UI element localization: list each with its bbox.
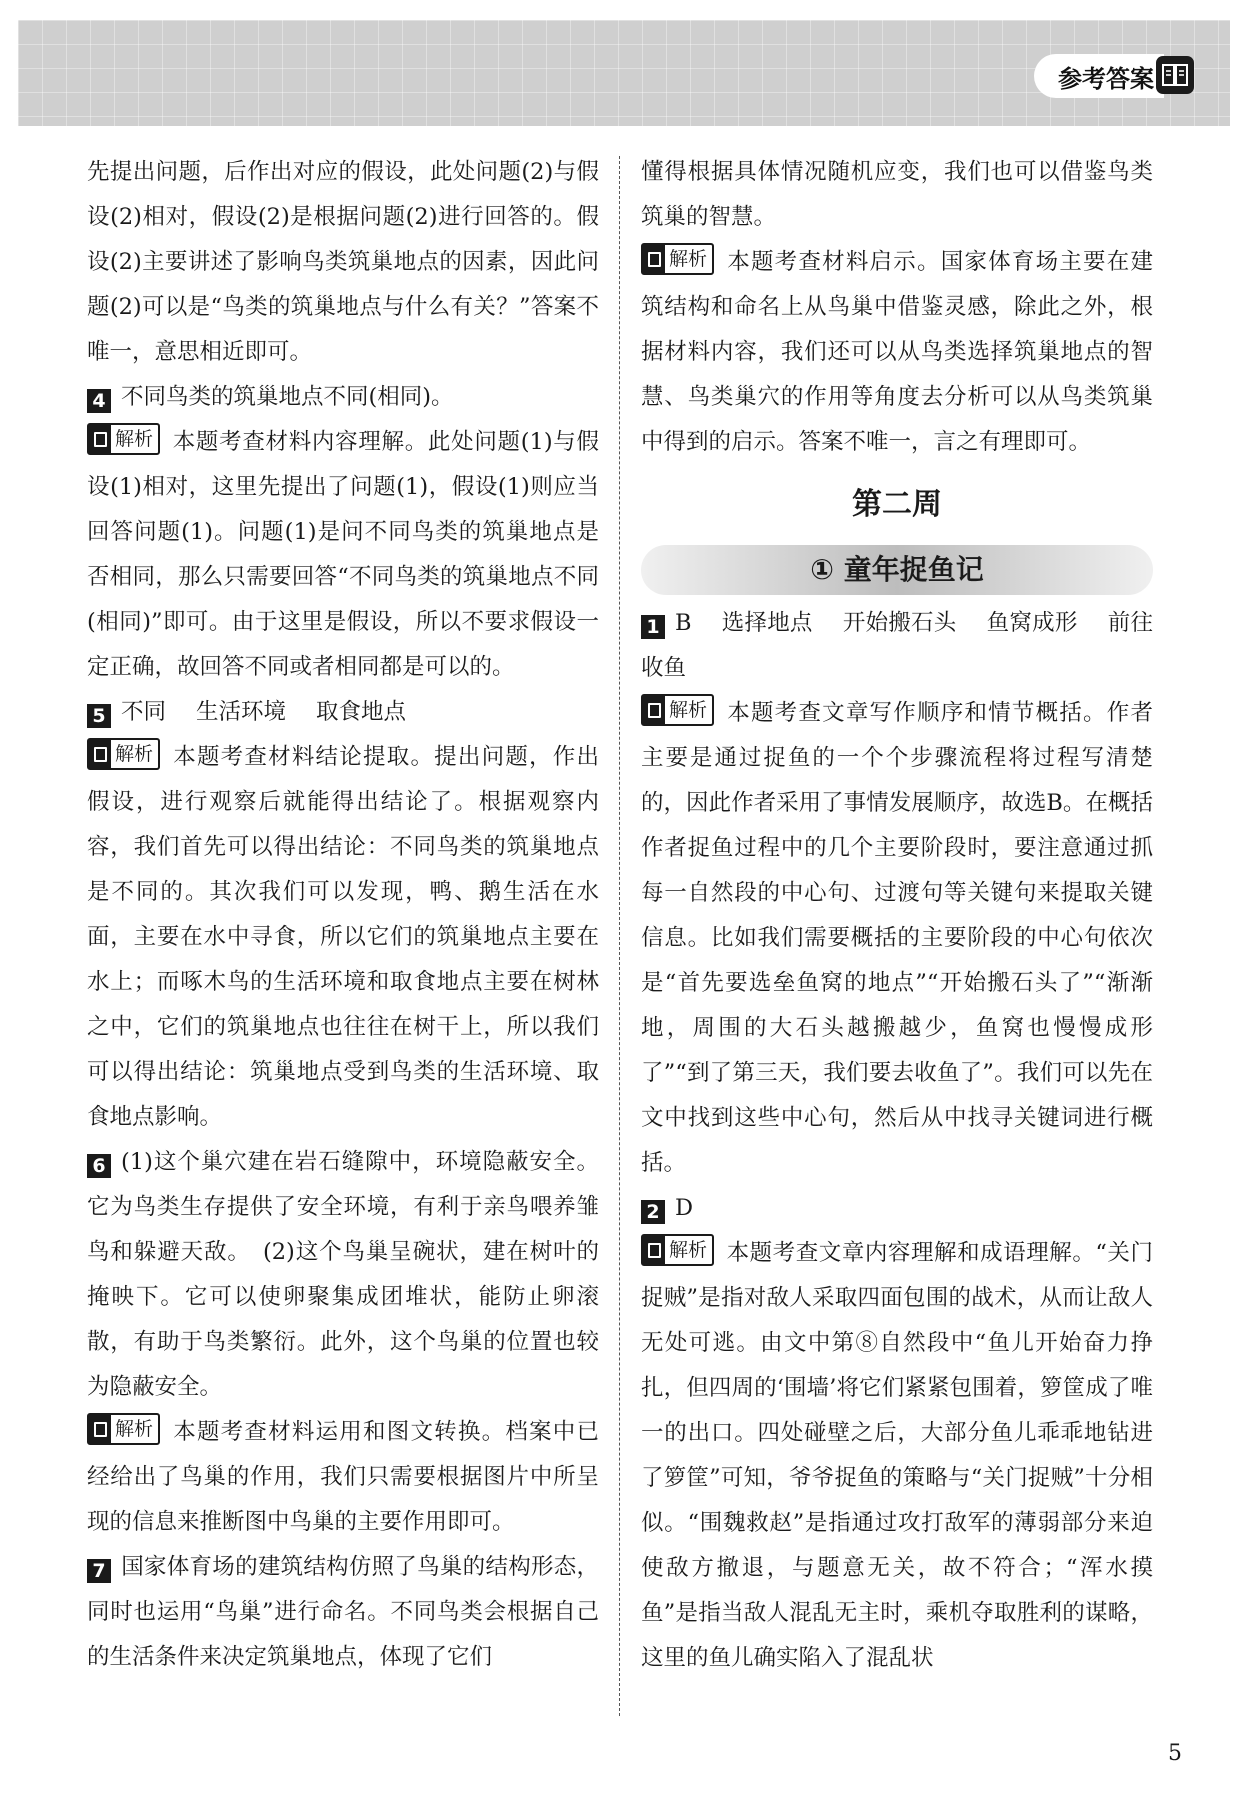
analysis-icon: [643, 245, 665, 273]
analysis-label: 解析: [115, 1418, 154, 1440]
analysis-badge: [641, 243, 714, 275]
q4-number: 4: [87, 389, 111, 413]
q1-answer: [641, 601, 1153, 691]
q2-analysis: [641, 1231, 1153, 1681]
left-column: [87, 150, 599, 1680]
q7-analysis: [641, 240, 1153, 465]
paragraph: 先提出问题，后作出对应的假设，此处问题(2)与假设(2)相对，假设(2)是根据问题(2)进行回答的。假设(2)主要讲述了影响鸟类筑巢地点的因素，因此问题(2)可以是“鸟类的筑巢地点与什么有关？”答案不唯一，意思相近即可。: [87, 159, 599, 365]
q1-number: 1: [641, 615, 665, 639]
q7-answer: [87, 1545, 599, 1680]
q4-answer: [87, 375, 599, 420]
q7-answer-continued: 懂得根据具体情况随机应变，我们也可以借鉴鸟类筑巢的智慧。: [641, 159, 1153, 230]
q1-answer-3: 开始搬石头: [842, 610, 957, 636]
analysis-text: 本题考查材料内容理解。此处问题(1)与假设(1)相对，这里先提出了问题(1)，假设(1)则应当回答问题(1)。问题(1)是问不同鸟类的筑巢地点是否相同，那么只需要回答“不同鸟类的筑巢地点不同(相同)”即可。由于这里是假设，所以不要求假设一定正确，故回答不同或者相同都是可以的。: [87, 429, 599, 680]
q7-answer-text: 国家体育场的建筑结构仿照了鸟巢的结构形态，同时也运用“鸟巢”进行命名。不同鸟类会根据自己的生活条件来决定筑巢地点，体现了它们: [87, 1554, 599, 1670]
analysis-text: 本题考查文章写作顺序和情节概括。作者主要是通过捉鱼的一个个步骤流程将过程写清楚的，因此作者采用了事情发展顺序，故选B。在概括作者捉鱼过程中的几个主要阶段时，要注意通过抓每一自然段的中心句、过渡句等关键句来提取关键信息。比如我们需要概括的主要阶段的中心句依次是“首先要选垒鱼窝的地点”“开始搬石头了”“渐渐地，周围的大石头越搬越少，鱼窝也慢慢成形了”“到了第三天，我们要去收鱼了”。我们可以先在文中找到这些中心句，然后从中找寻关键词进行概括。: [641, 700, 1153, 1176]
page-number: 5: [1168, 1741, 1182, 1766]
q5-answer-2: 生活环境: [196, 699, 287, 725]
analysis-icon: [643, 696, 665, 724]
q6-analysis: [87, 1410, 599, 1545]
analysis-text: 本题考查文章内容理解和成语理解。“关门捉贼”是指对敌人采取四面包围的战术，从而让敌人无处可逃。由文中第⑧自然段中“鱼儿开始奋力挣扎，但四周的‘围墙’将它们紧紧包围着，箩筐成了唯一的出口。四处碰壁之后，大部分鱼儿乖乖地钻进了箩筐”可知，爷爷捉鱼的策略与“关门捉贼”十分相似。“围魏救赵”是指通过攻打敌军的薄弱部分来迫使敌方撤退，与题意无关，故不符合；“浑水摸鱼”是指当敌人混乱无主时，乘机夺取胜利的谋略，这里的鱼儿确实陷入了混乱状: [641, 1240, 1153, 1671]
q6-answer-text: (1)这个巢穴建在岩石缝隙中，环境隐蔽安全。它为鸟类生存提供了安全环境，有利于亲鸟喂养雏鸟和躲避天敌。 (2)这个鸟巢呈碗状，建在树叶的掩映下。它可以使卵聚集成团堆状，能防止卵滚散，有助于鸟类繁衍。此外，这个鸟巢的位置也较为隐蔽安全。: [87, 1149, 599, 1400]
analysis-text: 本题考查材料启示。国家体育场主要在建筑结构和命名上从鸟巢中借鉴灵感，除此之外，根据材料内容，我们还可以从鸟类选择筑巢地点的智慧、鸟类巢穴的作用等角度去分析可以从鸟类筑巢中得到的启示。答案不唯一，言之有理即可。: [641, 249, 1153, 455]
answer-columns: [87, 150, 1163, 1720]
q5-answer: [87, 690, 599, 735]
analysis-text: 本题考查材料运用和图文转换。档案中已经给出了鸟巢的作用，我们只需要根据图片中所呈现的信息来推断图中鸟巢的主要作用即可。: [87, 1419, 599, 1535]
analysis-label: 解析: [669, 699, 708, 721]
column-divider: [619, 156, 620, 1716]
answer-tag: [1034, 54, 1164, 98]
analysis-label: 解析: [115, 428, 154, 450]
q7-number: 7: [87, 1559, 111, 1583]
analysis-badge: [87, 738, 160, 770]
q2-answer: [641, 1186, 1153, 1231]
q1-answer-4: 鱼窝成形: [986, 610, 1078, 636]
q4-answer-text: 不同鸟类的筑巢地点不同(相同)。: [121, 384, 454, 410]
analysis-badge: [641, 1234, 714, 1266]
analysis-label: 解析: [669, 248, 708, 270]
q6-number: 6: [87, 1154, 111, 1178]
analysis-icon: [89, 425, 111, 453]
q5-answer-1: 不同: [121, 699, 167, 725]
q2-number: 2: [641, 1200, 665, 1224]
analysis-icon: [89, 740, 111, 768]
q6-answer: [87, 1140, 599, 1410]
q5-answer-3: 取食地点: [316, 699, 407, 725]
right-column: [641, 150, 1153, 1681]
book-icon: [1156, 56, 1194, 94]
analysis-icon: [643, 1236, 665, 1264]
analysis-badge: [641, 694, 714, 726]
analysis-label: 解析: [115, 743, 154, 765]
q4-analysis: [87, 420, 599, 690]
answer-tag-label: 参考答案: [1058, 64, 1154, 93]
q5-analysis: [87, 735, 599, 1140]
q1-answer-2: 选择地点: [721, 610, 813, 636]
analysis-badge: [87, 1413, 160, 1445]
lesson-banner: ① 童年捉鱼记: [641, 545, 1153, 595]
analysis-label: 解析: [669, 1239, 708, 1261]
analysis-text: 本题考查材料结论提取。提出问题，作出假设，进行观察后就能得出结论了。根据观察内容，我们首先可以得出结论：不同鸟类的筑巢地点是不同的。其次我们可以发现，鸭、鹅生活在水面，主要在水中寻食，所以它们的筑巢地点主要在水上；而啄木鸟的生活环境和取食地点主要在树林之中，它们的筑巢地点也往往在树干上，所以我们可以得出结论：筑巢地点受到鸟类的生活环境、取食地点影响。: [87, 744, 599, 1130]
week-title: 第二周: [852, 487, 942, 522]
analysis-icon: [89, 1415, 111, 1443]
analysis-badge: [87, 423, 160, 455]
q2-answer-text: D: [675, 1195, 694, 1221]
q1-analysis: [641, 691, 1153, 1186]
q1-answer-5: 前往收鱼: [641, 610, 1153, 681]
q5-number: 5: [87, 704, 111, 728]
q1-answer-1: B: [675, 610, 692, 636]
